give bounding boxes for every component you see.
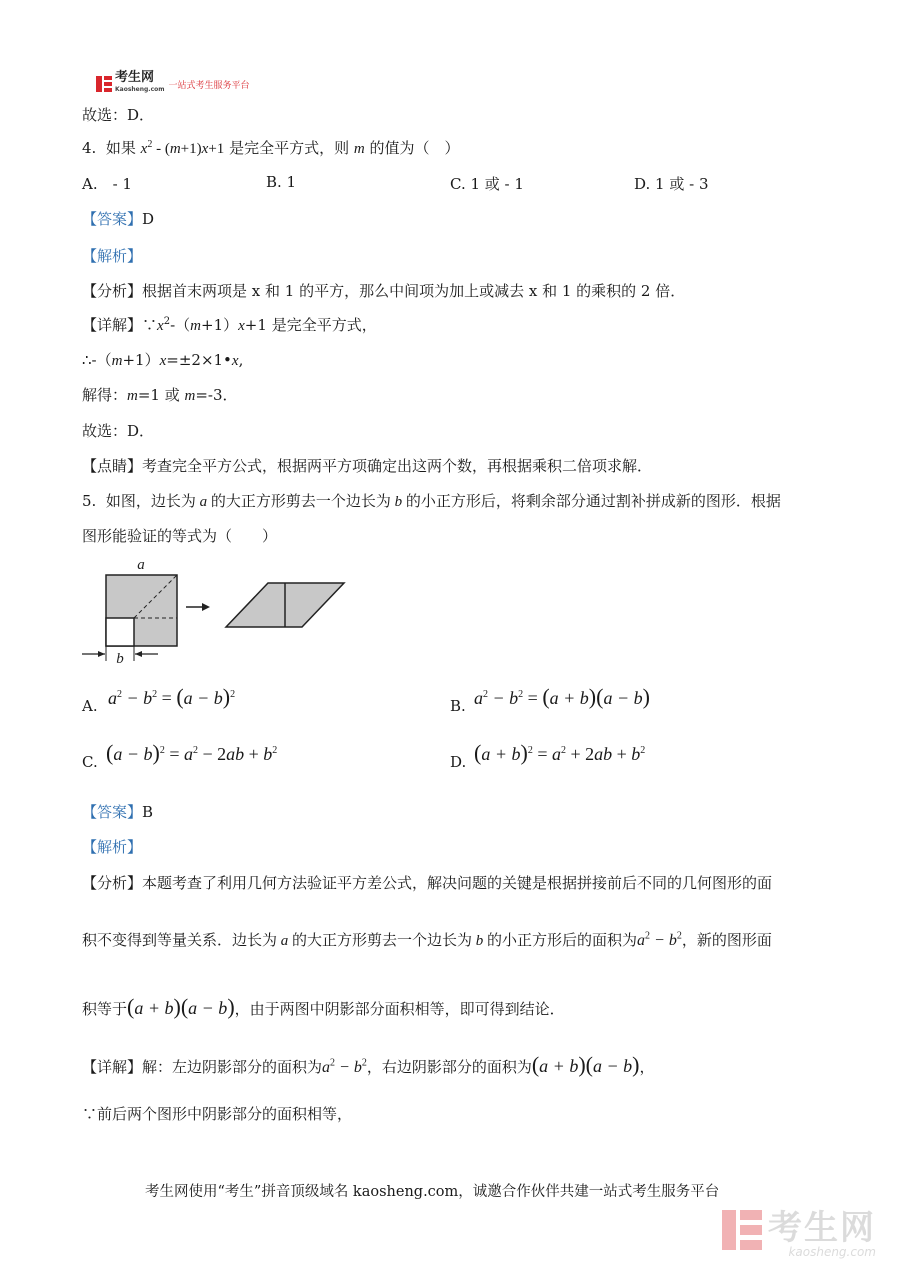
watermark-url: kaosheng.com xyxy=(788,1245,876,1259)
q5-option-c: $(a - b)^2 = a^2 - 2ab + b^2$ xyxy=(106,740,278,765)
q5-option-c-label: C. xyxy=(82,753,98,771)
q5-answer: 【答案】B xyxy=(82,803,154,821)
watermark-logo-icon xyxy=(722,1210,762,1250)
q5-xiangjie: 【详解】解：左边阴影部分的面积为$a^2 - b^2$，右边阴影部分的面积为(a + b)(a − b)， xyxy=(82,1052,655,1077)
q5-stem-2: 图形能验证的等式为（ ） xyxy=(82,527,278,545)
q4-stem: 4. 如果 $x^2 - (m+1)x+1$ 是完全平方式，则 m 的值为（ ） xyxy=(82,139,460,157)
logo-url: Kaosheng.com xyxy=(115,86,165,93)
q5-option-d-label: D. xyxy=(450,753,467,771)
q4-option-b: B. 1 xyxy=(266,173,297,191)
footer-text: 考生网使用“考生”拼音顶级域名 kaosheng.com，诚邀合作伙伴共建一站式考生服务平台 xyxy=(145,1184,720,1200)
watermark xyxy=(722,1200,876,1259)
q4-analysis-tag: 【解析】 xyxy=(82,247,143,265)
q5-analysis-tag: 【解析】 xyxy=(82,838,143,856)
q5-option-b-label: B. xyxy=(450,697,466,715)
q4-dianjing: 【点睛】考查完全平方公式，根据两平方项确定出这两个数，再根据乘积二倍项求解． xyxy=(82,457,653,475)
q4-xiangjie-1: 【详解】$\because x^2-(m+1)x+1$ 是完全平方式， xyxy=(82,316,377,334)
q5-option-a: $a^2 - b^2 = (a - b)^2$ xyxy=(108,684,236,709)
label-b: b xyxy=(116,651,124,667)
q4-option-d: D. 1 或 - 3 xyxy=(634,175,709,193)
logo-slogan: 一站式考生服务平台 xyxy=(168,80,250,91)
q4-fenxi: 【分析】根据首末两项是 x 和 1 的平方，那么中间项为加上或减去 x 和 1 的乘积的 2 倍． xyxy=(82,282,686,300)
q5-fenxi-3: 积等于(a + b)(a − b)，由于两图中阴影部分面积相等，即可得到结论． xyxy=(82,994,565,1019)
q4-answer: 【答案】D xyxy=(82,210,155,228)
q4-expression: $x^2 - (m+1)x+1$ xyxy=(140,139,225,157)
q5-option-d: $(a + b)^2 = a^2 + 2ab + b^2$ xyxy=(474,740,646,765)
q4-xiangjie-2: ∴-（m+1）x=±2×1•x, xyxy=(82,351,244,369)
q5-fenxi-1: 【分析】本题考查了利用几何方法验证平方差公式，解决问题的关键是根据拼接前后不同的几何图形的面 xyxy=(82,874,773,892)
q5-fenxi-2: 积不变得到等量关系．边长为 a 的大正方形剪去一个边长为 b 的小正方形后的面积为$a^2 - b^2$，新的图形面 xyxy=(82,930,772,949)
logo-icon xyxy=(96,76,112,92)
q5-option-a-label: A. xyxy=(82,697,98,715)
watermark-name: 考生网 xyxy=(768,1208,876,1248)
logo-name: 考生网 Kaosheng.com xyxy=(115,72,165,96)
q5-figure xyxy=(78,555,358,670)
q5-option-b: $a^2 - b^2 = (a + b)(a - b)$ xyxy=(474,684,650,709)
q4-option-c: C. 1 或 - 1 xyxy=(450,175,524,193)
site-logo[interactable] xyxy=(96,72,250,96)
q4-choice: 故选：D． xyxy=(82,422,155,440)
q5-last-line: ∵前后两个图形中阴影部分的面积相等， xyxy=(82,1105,353,1123)
small-square xyxy=(106,618,134,646)
q5-stem-1: 5. 如图，边长为 a 的大正方形剪去一个边长为 b 的小正方形后，将剩余部分通过割补拼成新的图形．根据 xyxy=(82,492,781,510)
q4-xiangjie-3: 解得：m=1 或 m=-3． xyxy=(82,386,238,404)
prev-choice: 故选：D． xyxy=(82,106,155,124)
q4-option-a: A. - 1 xyxy=(82,175,132,193)
label-a: a xyxy=(137,557,145,573)
